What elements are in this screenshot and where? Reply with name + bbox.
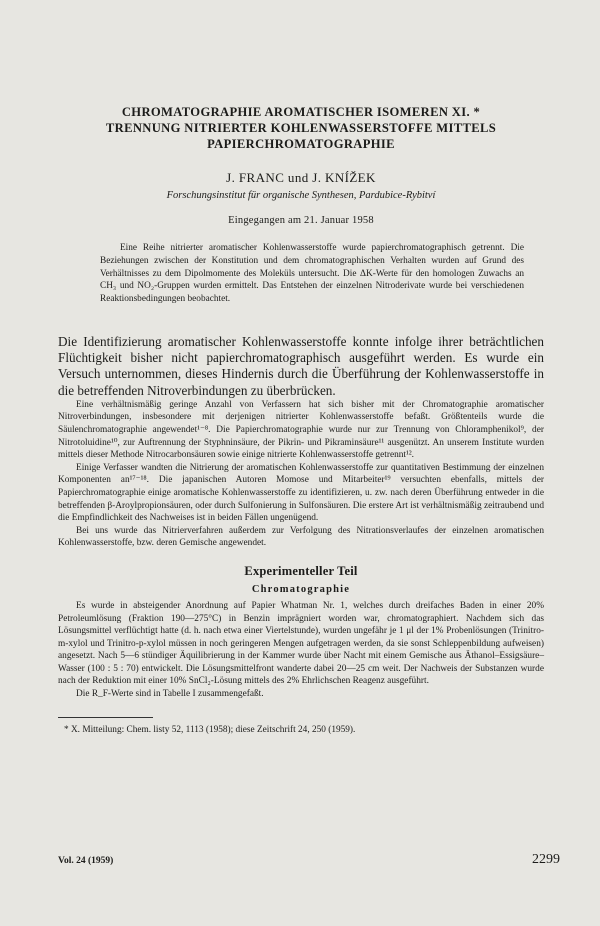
journal-volume: Vol. 24 (1959) <box>58 856 114 866</box>
page-footer <box>58 852 560 868</box>
footnote: * X. Mitteilung: Chem. listy 52, 1113 (1958); diese Zeitschrift 24, 250 (1959). <box>64 724 356 735</box>
affiliation: Forschungsinstitut für organische Synthesen, Pardubice-Rybitví <box>166 190 436 201</box>
intro-body <box>58 399 544 550</box>
received-date: Eingegangen am 21. Januar 1958 <box>228 215 374 226</box>
experimental-paragraph: Die R_F-Werte sind in Tabelle I zusammengefaßt. <box>76 689 264 700</box>
intro-lead-paragraph: Die Identifizierung aromatischer Kohlenwasserstoffe konnte infolge ihrer beträchtlichen Flüchtigkeit bisher nicht papierchromatographisch ausgeführt werden. Es wurde ein Versuch unternommen, dieses Hindernis durch die Überführung der Kohlenwasserstoffe in die betreffenden Nitroverbindungen zu überbrücken. <box>58 333 544 398</box>
experimental-body <box>58 600 544 701</box>
title-line-1: CHROMATOGRAPHIE AROMATISCHER ISOMEREN XI. * <box>121 105 481 119</box>
abstract: Eine Reihe nitrierter aromatischer Kohlenwasserstoffe wurde papierchromatographisch getrennt. Die Beziehungen zwischen der Konstitution und dem chromatographischen Verhalten wurden auf Grund des Verhältnisses zu dem Dipolmomente des Moleküls untersucht. Die ΔK-Werte für den homologen Zuwachs an CH₃ und NO₂-Gruppen wurden ermittelt. Das Entstehen der einzelnen Nitroderivate wurde bei verschiedenen Reaktionsbedingungen beobachtet. <box>100 243 524 305</box>
subsection-title: Chromatographie <box>251 583 351 595</box>
intro-paragraph: Eine verhältnismäßig geringe Anzahl von Verfassern hat sich bisher mit der Chromatographie aromatischer Nitroverbindungen, insbesondere mit derjenigen nitrierter Kohlenwasserstoffe befaßt. Größtenteils wurde die Säulenchromatographie angewendet¹⁻⁸. Die Papierchromatographie wurde nur zur Trennung von Chloramphenikol⁹, der Nitrotoluidine¹⁰, zur Auftrennung der Styphninsäure, der Pikrin- und Pikraminsäure¹¹ ausgenützt. An unserem Institute wurden mittels dieser Methode Nitrocarbonsäuren sowie einige nitrierte Kohlenwasserstoffe getrennt¹². <box>58 399 544 461</box>
footnote-divider <box>58 717 153 718</box>
intro-paragraph: Einige Verfasser wandten die Nitrierung der aromatischen Kohlenwasserstoffe zur quantitativen Bestimmung der einzelnen Komponenten an¹⁷⁻¹⁸. Die japanischen Autoren Momose und Mitarbeiter¹⁹ versuchten ebenfalls, mittels der Papierchromatographie einige aromatische Kohlenwasserstoffe zu identifizieren, u. zw. nach deren Überführung entweder in die betreffenden β-Aroylpropionsäuren, oder durch Sulfonierung in Sulfonsäuren. Die erstere Art ist verhältnismäßig zeitraubend und die Empfindlichkeit des Nachweises ist in beiden Fällen ungenügend. <box>58 462 544 524</box>
title-line-3: PAPIERCHROMATOGRAPHIE <box>207 137 395 151</box>
paper-title <box>58 104 544 152</box>
experimental-paragraph: Es wurde in absteigender Anordnung auf Papier Whatman Nr. 1, welches durch dreifaches Baden in einer 20% Petroleumlösung (Fraktion 190—275°C) in Benzin imprägniert worden war, chromatographiert. Nachdem sich das Lösungsmittel verflüchtigt hatte (d. h. nach etwa einer Viertelstunde), wurden ungefähr je 1 μl der 1% Probenlösungen (Trinitro-m-xylol und Trinitro-p-xylol müssen in noch geringeren Mengen aufgetragen werden, da sie sonst Schleppenbildung aufweisen) angesetzt. Nach 5—6 stündiger Äquilibrierung in der Kammer wurde über Nacht mit einem Gemische aus Äthanol–Essigsäure–Wasser (100 : 5 : 70) entwickelt. Die Lösungsmittelfront wanderte dabei 20—25 cm weit. Der Nachweis der Substanzen wurde nach der Reduktion mit einer 10% SnCl₂-Lösung mittels des 2% Ehrlichschen Reagenz ausgeführt. <box>58 600 544 687</box>
section-title: Experimenteller Teil <box>244 563 358 578</box>
authors: J. FRANC und J. KNÍŽEK <box>226 170 376 185</box>
page-number: 2299 <box>532 852 560 867</box>
title-line-2: TRENNUNG NITRIERTER KOHLENWASSERSTOFFE MITTELS <box>105 121 497 135</box>
intro-paragraph: Bei uns wurde das Nitrierverfahren außerdem zur Verfolgung des Nitrationsverlaufes der einzelnen aromatischen Kohlenwasserstoffe, bzw. deren Gemische angewendet. <box>58 525 544 549</box>
